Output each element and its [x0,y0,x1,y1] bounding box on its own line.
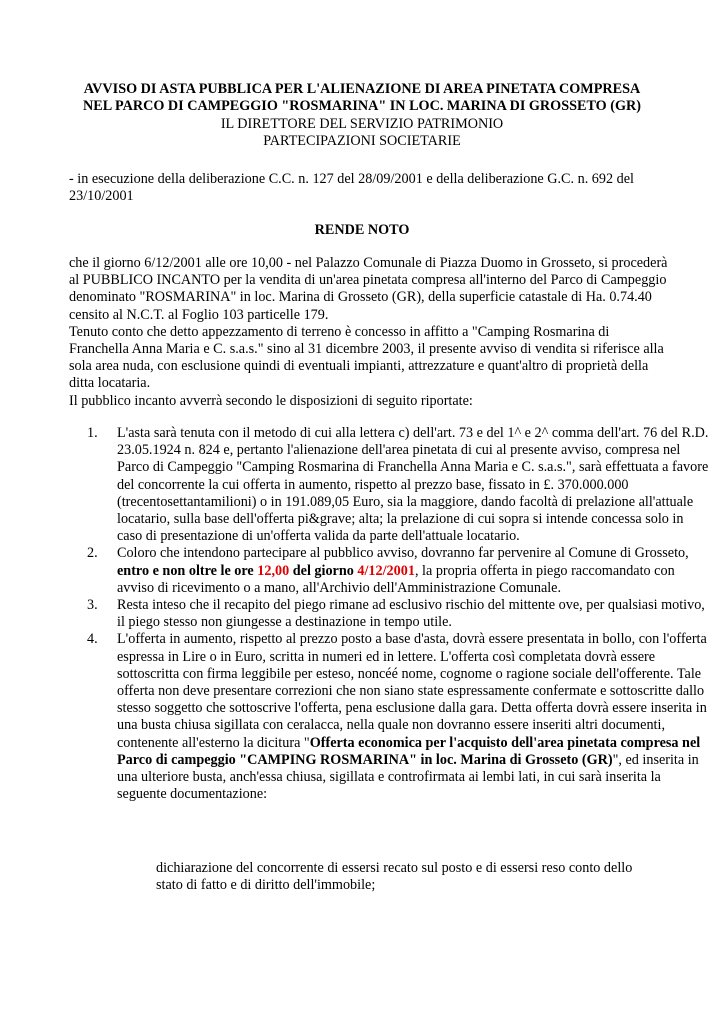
title-line-1: AVVISO DI ASTA PUBBLICA PER L'ALIENAZIONE DI AREA PINETATA COMPRESA [83,81,641,97]
list-item-number: 2. [87,545,98,562]
document-header [0,81,724,151]
provisions-list [69,425,712,803]
deadline-text-day: del giorno [289,562,358,579]
intro-paragraph: - in esecuzione della deliberazione C.C. n. 127 del 28/09/2001 e della deliberazione G.C. n. 692 del 23/10/2001 [69,171,634,205]
deadline-date: 4/12/2001 [357,562,415,579]
list-item-text-end: ", ed inserita in una ulteriore busta, anch'essa chiusa, sigillata e controfirmata ai lembi lati, in cui sarà inserita la seguente documentazione: [117,751,699,803]
deadline-time: 12,00 [257,562,290,579]
body-paragraph-1: che il giorno 6/12/2001 alle ore 10,00 - nel Palazzo Comunale di Piazza Duomo in Grosseto, si procederà al PUBBLICO INCANTO per la vendita di un'area pinetata compresa all'interno del Parco di Campeggio denominato "ROSMARINA" in loc. Marina di Grosseto (GR), della superficie catastale di Ha. 0.74.40 censito al N.C.T. al Foglio 103 particelle 179. [69,255,668,323]
list-item-text-end: , la propria offerta in piego raccomandato con avviso di ricevimento o a mano, all'Archivio dell'Amministrazione Comunale. [117,562,675,596]
title-line-2: NEL PARCO DI CAMPEGGIO "ROSMARINA" IN LOC. MARINA DI GROSSETO (GR) [83,98,641,115]
rende-noto-heading: RENDE NOTO [314,222,410,238]
list-item-text: L'offerta in aumento, rispetto al prezzo posto a base d'asta, dovrà essere presentata in bollo, con l'offerta espressa in Lire o in Euro, scritta in numeri ed in lettere. L'offerta così completata dovrà essere sottoscritta con firma leggibile per esteso, noncéé nome, cognome o ragione sociale dell'offerente. Tale offerta non deve presentare correzioni che non siano state espressamente confermate e sottoscritte dallo stesso soggetto che sottoscrive l'offerta, pena esclusione dalla gara. Detta offerta dovrà essere inserita in una busta chiusa sigillata con ceralacca, nella quale non dovranno essere inseriti altri documenti, contenente all'esterno la dicitura " [117,631,707,751]
envelope-label: Offerta economica per l'acquisto dell'area pinetata compresa nel Parco di campeggio "CAMPING ROSMARINA" in loc. Marina di Grosseto (GR) [117,734,701,768]
list-item-text: L'asta sarà tenuta con il metodo di cui alla lettera c) dell'art. 73 e del 1^ e 2^ comma dell'art. 76 del R.D. 23.05.1924 n. 824 e, pertanto l'alienazione dell'area pinetata di cui al presente avviso, compresa nel Parco di Campeggio "Camping Rosmarina di Franchella Anna Maria e C. s.a.s.", sarà effettuata a favore del concorrente la cui offerta in aumento, rispetto al prezzo base, fissato in £. 370.000.000 (trecentosettantamilioni) o in 191.089,05 Euro, sia la maggiore, dando facoltà di prelazione all'attuale locatario, sulla base dell'offerta pi&grave; alta; la prelazione di cui sopra si intende concessa solo in caso di presentazione di un'offerta valida da parte dell'attuale locatario. [117,425,709,545]
body-paragraph-3: Il pubblico incanto avverrà secondo le disposizioni di seguito riportate: [69,392,473,409]
list-item [87,425,712,545]
list-item [87,545,712,597]
list-item [87,631,712,803]
subtitle-line-1: IL DIRETTORE DEL SERVIZIO PATRIMONIO [220,115,504,132]
list-item-number: 3. [87,597,98,614]
list-item-text: Coloro che intendono partecipare al pubblico avviso, dovranno far pervenire al Comune di Grosseto, [117,545,689,562]
list-item-number: 4. [87,631,98,648]
list-item-number: 1. [87,425,98,441]
subtitle-line-2: PARTECIPAZIONI SOCIETARIE [263,133,461,150]
body-text [69,255,669,410]
deadline-text: entro e non oltre le ore [117,562,258,579]
sub-item-declaration: dichiarazione del concorrente di essersi recato sul posto e di essersi reso conto dello stato di fatto e di diritto dell'immobile; [156,860,633,894]
list-item-text: Resta inteso che il recapito del piego rimane ad esclusivo rischio del mittente ove, per qualsiasi motivo, il piego stesso non giungesse a destinazione in tempo utile. [117,597,705,631]
body-paragraph-2: Tenuto conto che detto appezzamento di terreno è concesso in affitto a "Camping Rosmarina di Franchella Anna Maria e C. s.a.s." sino al 31 dicembre 2003, il presente avviso di vendita si riferisce alla sola area nuda, con esclusione quindi di eventuali impianti, attrezzature e quant'altro di proprietà della ditta locataria. [69,323,664,392]
list-item [87,597,712,631]
